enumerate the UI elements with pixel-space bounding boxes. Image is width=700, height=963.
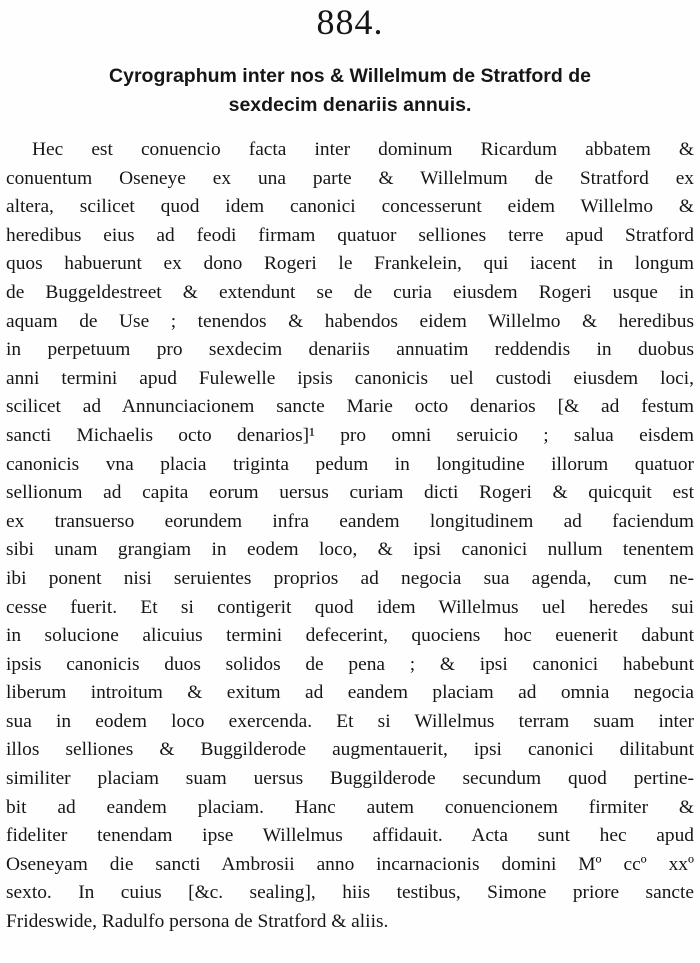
body-line: quos habuerunt ex dono Rogeri le Frankelein, qui iacent in longum bbox=[6, 253, 694, 275]
body-line: sellionum ad capita eorum uersus curiam dicti Rogeri & quicquit est bbox=[6, 482, 694, 504]
body-line: ibi ponent nisi seruientes proprios ad negocia sua agenda, cum ne- bbox=[6, 567, 694, 589]
charter-body bbox=[6, 136, 694, 937]
body-line: scilicet ad Annunciacionem sancte Marie octo denarios [& ad festum bbox=[6, 396, 694, 418]
body-line: sexto. In cuius [&c. sealing], hiis testibus, Simone priore sancte bbox=[6, 882, 694, 904]
body-line: fideliter tenendam ipse Willelmus affidauit. Acta sunt hec apud bbox=[6, 825, 694, 847]
body-line: Hec est conuencio facta inter dominum Ricardum abbatem & bbox=[32, 139, 694, 160]
charter-number: 884. bbox=[316, 2, 384, 42]
body-line: canonicis vna placia triginta pedum in longitudine illorum quatuor bbox=[6, 453, 694, 475]
body-line: conuentum Oseneye ex una parte & Willelmum de Stratford ex bbox=[6, 167, 694, 189]
body-line: altera, scilicet quod idem canonici concesserunt eidem Willelmo & bbox=[6, 196, 694, 218]
body-line: Frideswide, Radulfo persona de Stratford & aliis. bbox=[6, 911, 389, 933]
body-line: de Buggeldestreet & extendunt se de curia eiusdem Rogeri usque in bbox=[6, 281, 694, 303]
body-line: ipsis canonicis duos solidos de pena ; & ipsi canonici habebunt bbox=[6, 653, 694, 675]
body-line: in solucione alicuius termini defecerint, quociens hoc euenerit dabunt bbox=[6, 625, 694, 647]
body-line: ex transuerso eorundem infra eandem longitudinem ad faciendum bbox=[6, 510, 694, 532]
body-line: sibi unam grangiam in eodem loco, & ipsi canonici nullum tenentem bbox=[6, 539, 694, 561]
heading-line: sexdecim denariis annuis. bbox=[228, 94, 472, 116]
body-line: anni termini apud Fulewelle ipsis canonicis uel custodi eiusdem loci, bbox=[6, 367, 694, 389]
body-line: in perpetuum pro sexdecim denariis annuatim reddendis in duobus bbox=[6, 339, 694, 361]
body-line: cesse fuerit. Et si contigerit quod idem Willelmus uel heredes sui bbox=[6, 596, 694, 618]
body-line: sua in eodem loco exercenda. Et si Willelmus terram suam inter bbox=[6, 710, 694, 732]
body-line: heredibus eius ad feodi firmam quatuor selliones terre apud Stratford bbox=[6, 224, 694, 246]
body-line: bit ad eandem placiam. Hanc autem conuencionem firmiter & bbox=[6, 796, 694, 818]
body-line: illos selliones & Buggilderode augmentauerit, ipsi canonici dilitabunt bbox=[6, 739, 694, 761]
body-line: liberum introitum & exitum ad eandem placiam ad omnia negocia bbox=[6, 682, 694, 704]
charter-heading bbox=[10, 62, 690, 120]
body-line: Oseneyam die sancti Ambrosii anno incarnacionis domini Mº ccº xxº bbox=[6, 853, 694, 875]
body-line: aquam de Use ; tenendos & habendos eidem Willelmo & heredibus bbox=[6, 310, 694, 332]
heading-line: Cyrographum inter nos & Willelmum de Stratford de bbox=[109, 65, 591, 87]
body-line: sancti Michaelis octo denarios]¹ pro omni seruicio ; salua eisdem bbox=[6, 424, 694, 446]
body-line: similiter placiam suam uersus Buggilderode secundum quod pertine- bbox=[6, 768, 694, 790]
